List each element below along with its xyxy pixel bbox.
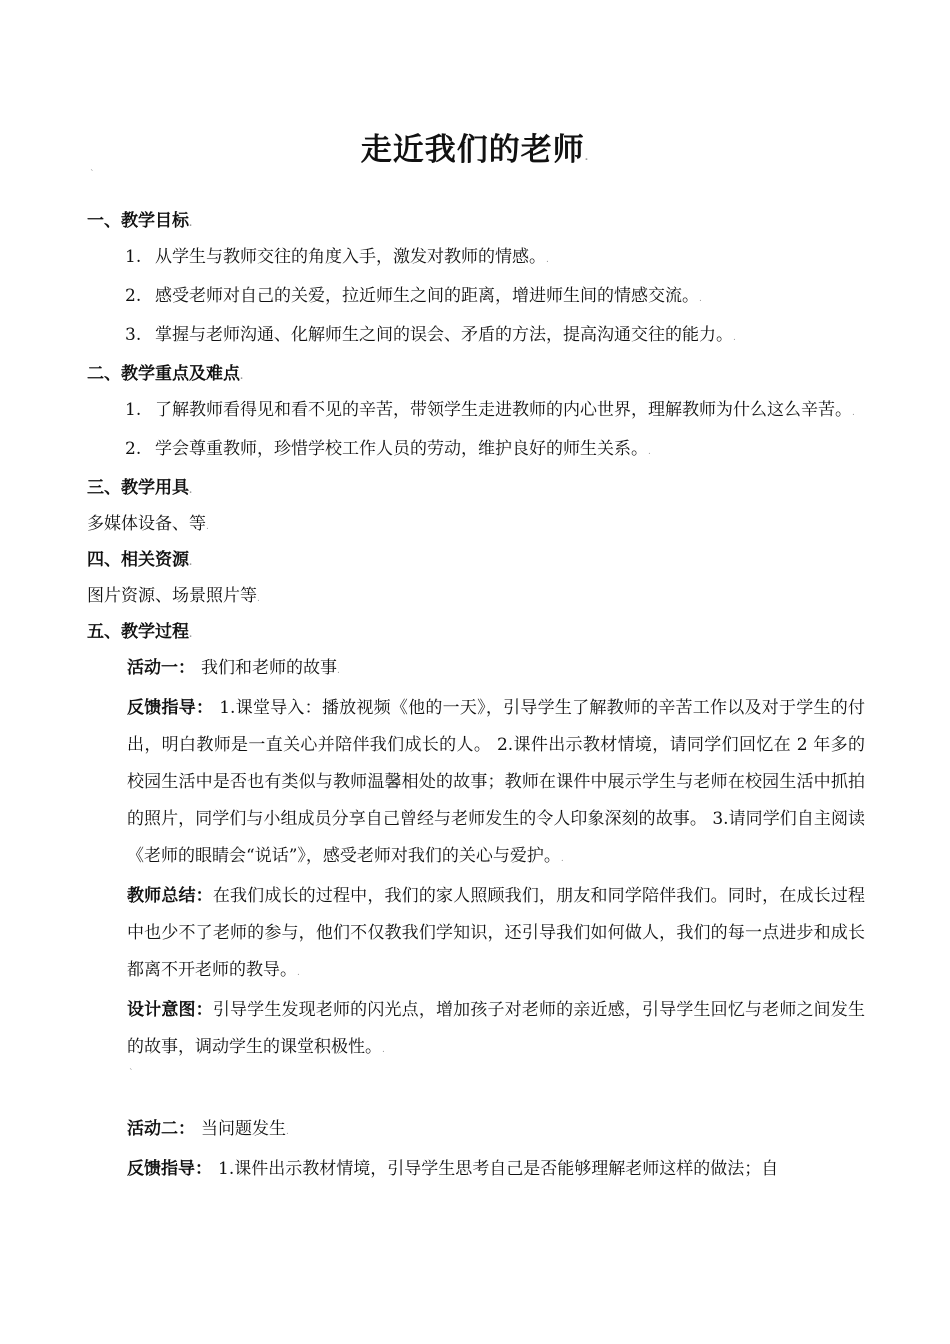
section-body-resources: 图片资源、场景照片等. [87, 586, 260, 606]
activity-two-feedback: 反馈指导： 1.课件出示教材情境，引导学生思考自己是否能够理解老师这样的做法；自 [127, 1159, 779, 1179]
activity-one-title: 活动一： 我们和老师的故事. [127, 658, 340, 678]
list-item: 2. 学会尊重教师，珍惜学校工作人员的劳动，维护良好的师生关系。. [125, 439, 651, 459]
document-body [87, 203, 865, 1188]
section-body-tools: 多媒体设备、等. [87, 514, 209, 534]
activity-one-feedback: 反馈指导： 1.课堂导入：播放视频《他的一天》，引导学生了解教师的辛苦工作以及对于学生的付出，明白教师是一直关心并陪伴我们成长的人。 2.课件出示教材情境，请同学们回忆在 2 年多的校园生活中是否也有类似与教师温馨相处的故事；教师在课件中展示学生与老师在校园生活中抓拍的照片，同学们与小组成员分享自己曾经与老师发生的令人印象深刻的故事。 3.请同学们自主阅读《老师的眼睛会“说话”》，感受老师对我们的关心与爱护。. [127, 698, 866, 866]
section-heading-objectives: 一、教学目标. [87, 211, 193, 231]
list-item: 2. 感受老师对自己的关爱，拉近师生之间的距离，增进师生间的情感交流。. [125, 286, 702, 306]
list-item: 3. 掌握与老师沟通、化解师生之间的误会、矛盾的方法，提高沟通交往的能力。. [125, 325, 736, 345]
section-heading-tools: 三、教学用具. [87, 478, 193, 498]
page-title: 走近我们的老师. [360, 132, 590, 168]
activity-one-design-intent: 设计意图：引导学生发现老师的闪光点，增加孩子对老师的亲近感，引导学生回忆与老师之间发生的故事，调动学生的课堂积极性。. [127, 1000, 866, 1057]
blank-paragraph-mark: ` [90, 170, 95, 180]
list-item: 1. 了解教师看得见和看不见的辛苦，带领学生走进教师的内心世界，理解教师为什么这么辛苦。. [125, 400, 855, 420]
section-heading-resources: 四、相关资源. [87, 550, 193, 570]
activity-one-summary: 教师总结：在我们成长的过程中，我们的家人照顾我们，朋友和同学陪伴我们。同时，在成长过程中也少不了老师的参与，他们不仅教我们学知识，还引导我们如何做人，我们的每一点进步和成长都离不开老师的教导。. [127, 886, 866, 980]
list-item: 1. 从学生与教师交往的角度入手，激发对教师的情感。. [125, 247, 549, 267]
paragraph-mark: . [584, 153, 590, 163]
section-heading-process: 五、教学过程. [87, 622, 193, 642]
activity-two-title: 活动二： 当问题发生. [127, 1119, 289, 1139]
section-heading-key-points: 二、教学重点及难点. [87, 364, 244, 384]
blank-line: ` [129, 1069, 134, 1079]
